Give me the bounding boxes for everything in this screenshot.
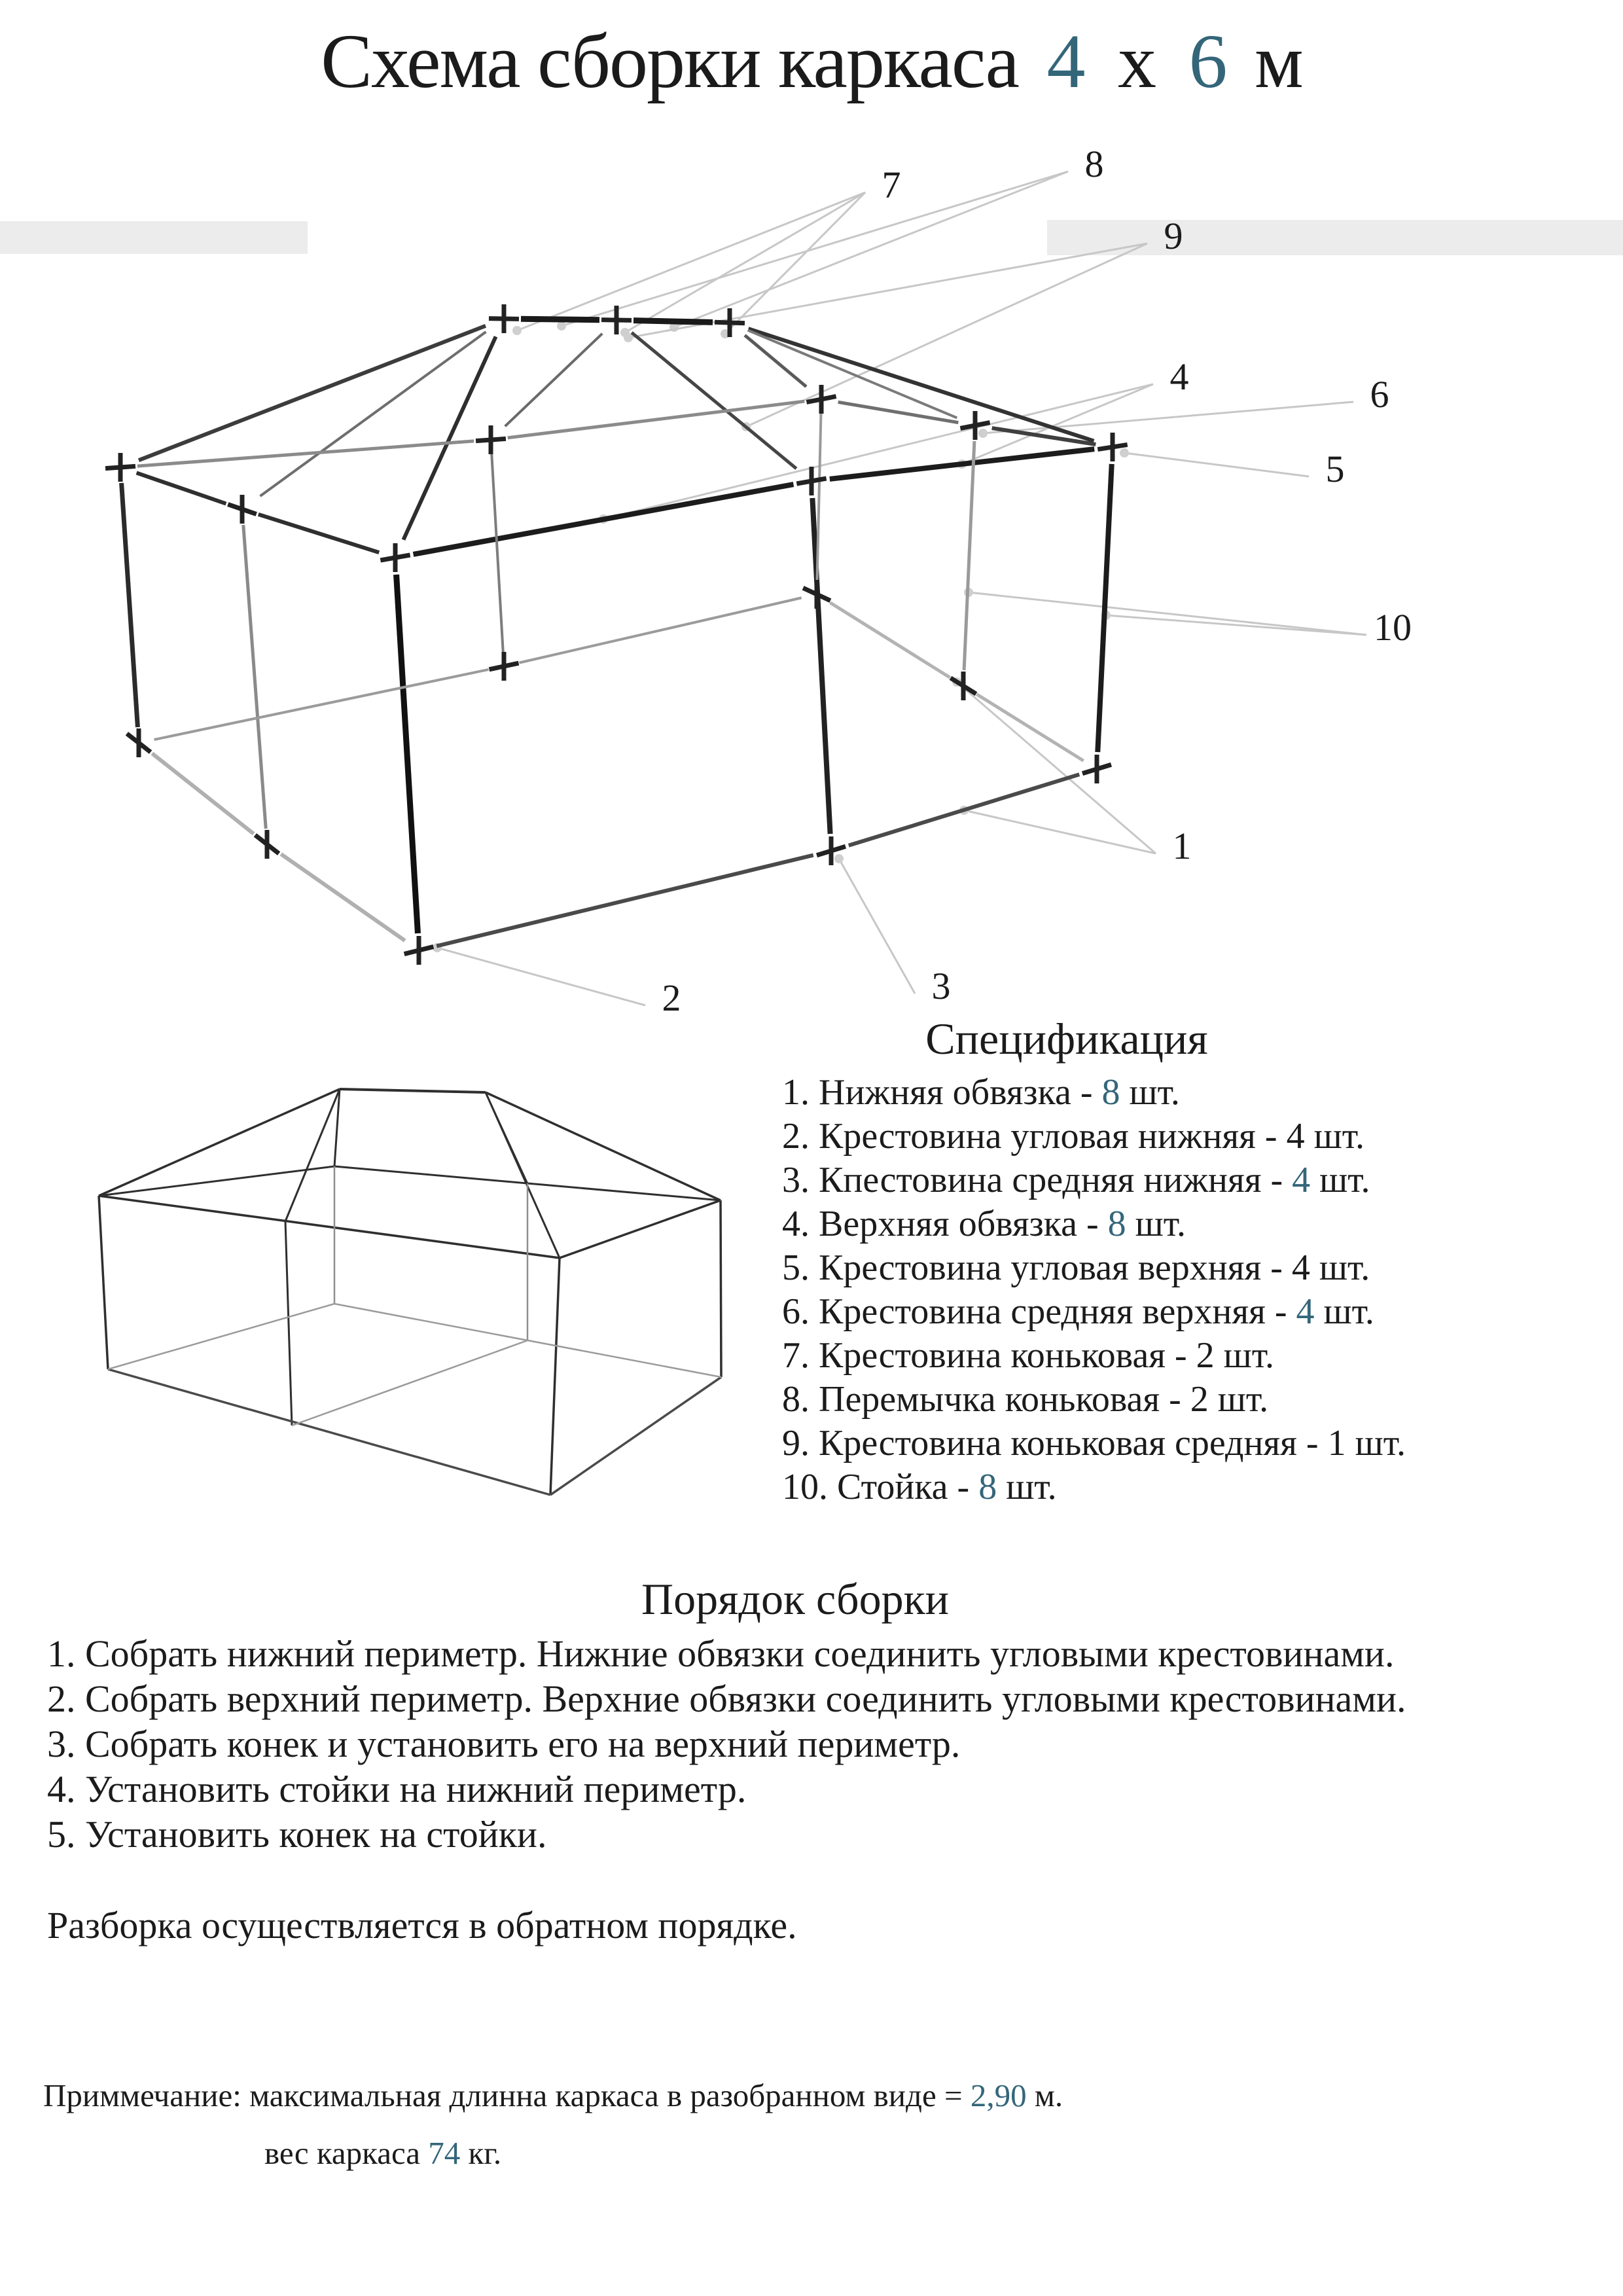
weight-value: 74 [428, 2135, 461, 2171]
assembled-frame-member [99, 1196, 108, 1369]
footnote [43, 2067, 1063, 2182]
spec-item-qty: 4 [1296, 1291, 1315, 1332]
frame-member [139, 326, 486, 460]
leader-dot [557, 321, 566, 331]
spec-item-qty: 2 [1190, 1379, 1209, 1420]
spec-item-qty: 8 [978, 1467, 997, 1507]
frame-member [964, 441, 974, 670]
frame-member [154, 670, 488, 740]
spec-item-text: 7. Крестовина коньковая - [782, 1335, 1196, 1376]
title-length-value: 6 [1188, 18, 1226, 104]
spec-item [782, 1158, 1554, 1202]
background-band-rect [0, 221, 308, 254]
footnote-unit-2: кг. [460, 2135, 502, 2171]
frame-member [152, 753, 253, 834]
footnote-text: Приммечание: максимальная длинна каркаса в разобранном виде = [43, 2077, 971, 2113]
assembly-steps [47, 1631, 1605, 1857]
leader-dot [978, 429, 988, 438]
spec-item-text: 4. Верхняя обвязка - [782, 1204, 1108, 1244]
leader-line [725, 192, 865, 334]
leader-line [437, 948, 645, 1005]
leader-dot [1120, 448, 1129, 457]
frame-member [437, 855, 813, 946]
spec-item-text: 6. Крестовина средняя верхняя - [782, 1291, 1296, 1332]
spec-item [782, 1422, 1554, 1465]
leader-line [746, 243, 1147, 427]
assembly-step: 4. Установить стойки на нижний периметр. [47, 1768, 747, 1810]
spec-item-unit: шт. [1126, 1204, 1186, 1244]
spec-item-qty: 4 [1291, 1247, 1310, 1288]
callout-numbers [662, 143, 1412, 1019]
frame-member [633, 321, 713, 323]
spec-item-qty: 2 [1196, 1335, 1215, 1376]
frame-member [260, 332, 486, 496]
leader-line [983, 402, 1353, 433]
title-text: Схема сборки каркаса [321, 18, 1019, 104]
leader-line [674, 171, 1068, 327]
spec-item-qty: 4 [1286, 1116, 1305, 1157]
assembly-step: 3. Собрать конек и установить его на верхний периметр. [47, 1723, 961, 1765]
callout-number: 10 [1374, 606, 1412, 649]
frame-member [122, 483, 138, 727]
spec-item-text: 10. Стойка - [782, 1467, 979, 1507]
leader-line [625, 192, 865, 332]
frame-member [519, 598, 801, 662]
frame-member [632, 332, 796, 469]
leader-line [1124, 453, 1309, 476]
spec-item-unit: шт. [1214, 1335, 1275, 1376]
leader-dot [512, 326, 522, 335]
spec-item-unit: шт. [1120, 1072, 1180, 1113]
callout-number: 9 [1164, 215, 1183, 257]
spec-heading: Спецификация [925, 1014, 1208, 1064]
assembled-frame-member [285, 1221, 292, 1426]
assembled-frame-member [108, 1369, 550, 1495]
frame-member [137, 473, 226, 503]
frame-member [812, 498, 830, 834]
spec-item-text: 3. Кпестовина средняя нижняя - [782, 1160, 1293, 1200]
spec-item-text: 2. Крестовина угловая нижняя - [782, 1116, 1287, 1157]
assembly-step: 2. Собрать верхний периметр. Верхние обвязки соединить угловыми крестовинами. [47, 1677, 1406, 1720]
frame-member [976, 694, 1083, 761]
spec-item-qty: 1 [1327, 1423, 1346, 1463]
spec-item-qty: 8 [1101, 1072, 1120, 1113]
frame-member [830, 603, 950, 678]
leader-line [969, 592, 1366, 635]
callout-number: 1 [1172, 825, 1192, 867]
frame-member [749, 329, 1094, 440]
spec-item-unit: шт. [1208, 1379, 1269, 1420]
callout-number: 2 [662, 977, 681, 1019]
frame-member [414, 484, 794, 554]
spec-item-text: 8. Перемычка коньковая - [782, 1379, 1190, 1420]
assembly-heading: Порядок сборки [641, 1574, 950, 1624]
assembled-frame-member [550, 1377, 721, 1495]
spec-item-text: 9. Крестовина коньковая средняя - [782, 1423, 1328, 1463]
assembled-frame-wireframe [99, 1089, 721, 1495]
spec-item-unit: шт. [1346, 1423, 1406, 1463]
frame-member [259, 514, 379, 552]
spec-item [782, 1465, 1554, 1509]
spec-item-unit: шт. [1310, 1160, 1370, 1200]
spec-item [782, 1290, 1554, 1334]
assembled-frame-member [486, 1092, 721, 1200]
spec-item [782, 1115, 1554, 1158]
callout-number: 6 [1370, 373, 1389, 416]
assembled-frame-member [550, 1258, 560, 1495]
spec-item-qty: 8 [1107, 1204, 1126, 1244]
title-x-separator: х [1118, 18, 1156, 104]
callout-number: 7 [882, 164, 901, 206]
spec-item-qty: 4 [1292, 1160, 1311, 1200]
assembly-step: 1. Собрать нижний периметр. Нижние обвязки соединить угловыми крестовинами. [47, 1632, 1395, 1675]
assembled-frame-member [292, 1340, 527, 1426]
frame-member [505, 334, 603, 427]
assembled-frame-member [560, 1200, 721, 1258]
assembled-frame-member [340, 1089, 486, 1092]
title-unit: м [1255, 18, 1302, 104]
callout-leader-lines [433, 171, 1366, 1005]
frame-member [491, 454, 503, 652]
spec-item [782, 1202, 1554, 1246]
max-length-value: 2,90 [970, 2077, 1027, 2113]
spec-item [782, 1378, 1554, 1422]
exploded-frame-wireframe [122, 319, 1112, 946]
frame-member [243, 525, 266, 829]
leader-dot [834, 854, 844, 863]
callout-number: 3 [931, 965, 951, 1007]
footnote-line-1 [43, 2067, 1063, 2125]
assembled-frame-member [108, 1304, 334, 1369]
disassembly-note: Разборка осуществляется в обратном порядке. [47, 1904, 797, 1946]
spec-list [782, 1071, 1554, 1509]
weight-text: вес каркаса [264, 2135, 429, 2171]
spec-item [782, 1071, 1554, 1115]
frame-member [817, 414, 821, 580]
footnote-unit-1: м. [1026, 2077, 1063, 2113]
leader-line [562, 171, 1068, 326]
spec-item-unit: шт. [1304, 1116, 1364, 1157]
spec-item-text: 1. Нижняя обвязка - [782, 1072, 1102, 1113]
title-width-value: 4 [1046, 18, 1084, 104]
assembled-frame-member [99, 1196, 560, 1258]
frame-member [397, 575, 418, 933]
frame-member [849, 774, 1079, 846]
leader-line [839, 859, 915, 994]
footnote-line-2 [264, 2125, 1063, 2182]
leader-line [964, 810, 1156, 853]
spec-item-text: 5. Крестовина угловая верхняя - [782, 1247, 1292, 1288]
leader-line [957, 682, 1156, 853]
page-title [0, 17, 1623, 106]
callout-number: 4 [1169, 355, 1189, 398]
callout-number: 8 [1084, 143, 1104, 185]
spec-item [782, 1334, 1554, 1378]
leader-line [1106, 615, 1366, 635]
spec-item [782, 1246, 1554, 1290]
spec-item-unit: шт. [997, 1467, 1057, 1507]
callout-number: 5 [1325, 448, 1345, 490]
spec-item-unit: шт. [1314, 1291, 1374, 1332]
frame-member [838, 402, 959, 422]
leader-line [517, 192, 865, 331]
assembled-frame-member [486, 1092, 527, 1183]
assembly-step: 5. Установить конек на стойки. [47, 1813, 547, 1856]
frame-member [281, 854, 404, 941]
spec-item-unit: шт. [1310, 1247, 1370, 1288]
